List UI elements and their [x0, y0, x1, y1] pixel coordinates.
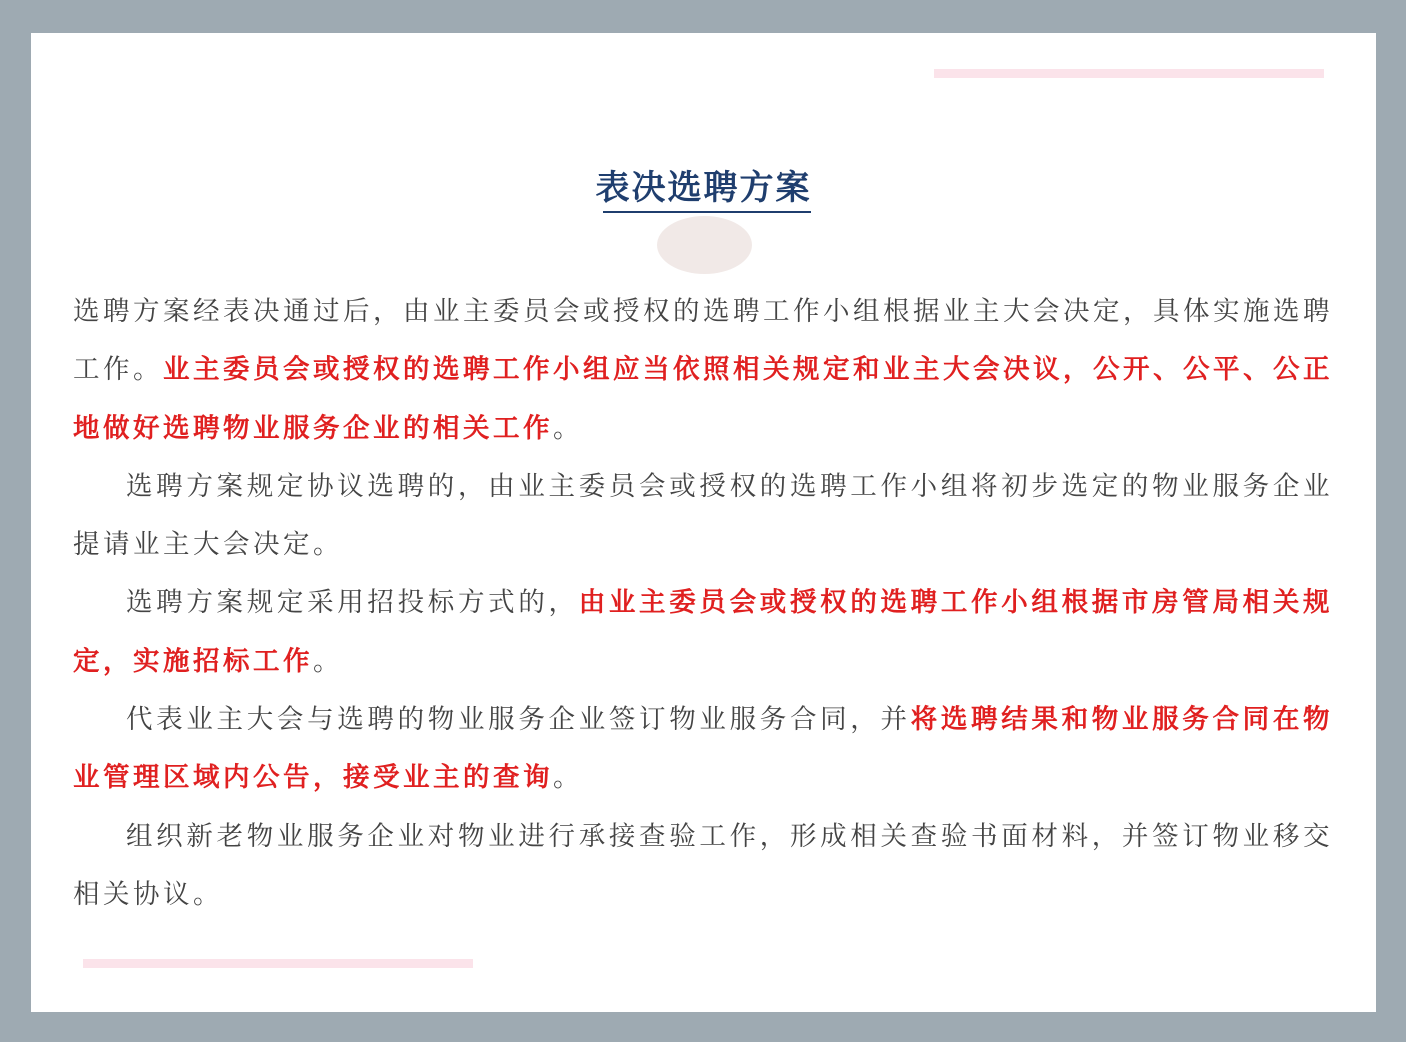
- paragraph-tail: 。: [313, 645, 343, 677]
- emphasis-text: 由业主委员会或授权的选聘工作小组根据市房管局相关规定，实施招标工作: [73, 587, 1334, 677]
- emphasis-text: 业主委员会或授权的选聘工作小组应当依照相关规定和业主大会决议，公开、公平、公正地做好选聘物业服务企业的相关工作: [73, 354, 1333, 444]
- paragraph-text: 选聘方案规定采用招投标方式的，: [126, 587, 579, 619]
- title-decoration-circle: [657, 216, 752, 274]
- article-card: [31, 33, 1376, 1012]
- paragraph-tail: 。: [553, 412, 583, 444]
- paragraph-text: 选聘方案规定协议选聘的，由业主委员会或授权的选聘工作小组将初步选定的物业服务企业提请业主大会决定。: [73, 470, 1333, 561]
- page-title: 表决选聘方案: [595, 168, 812, 208]
- paragraph-text: 组织新老物业服务企业对物业进行承接查验工作，形成相关查验书面材料，并签订物业移交相关协议。: [73, 820, 1333, 910]
- paragraph-tail: 。: [553, 762, 583, 794]
- paragraph-2: [73, 458, 1333, 575]
- paragraph-4: [73, 691, 1333, 808]
- paragraph-1: [73, 283, 1333, 458]
- article-body: [73, 283, 1333, 924]
- emphasis-text: 将选聘结果和物业服务合同在物业管理区域内公告，接受业主的查询: [73, 704, 1334, 794]
- paragraph-text: 代表业主大会与选聘的物业服务企业签订物业服务合同，并: [126, 704, 911, 736]
- decorative-bar-top: [934, 69, 1324, 78]
- paragraph-text: 选聘方案经表决通过后，由业主委员会或授权的选聘工作小组根据业主大会决定，具体实施选聘工作。: [73, 296, 1333, 386]
- paragraph-5: [73, 808, 1333, 925]
- title-section: [31, 158, 1376, 258]
- decorative-bar-bottom: [83, 959, 473, 968]
- paragraph-3: [73, 574, 1333, 691]
- title-underline: [603, 211, 811, 213]
